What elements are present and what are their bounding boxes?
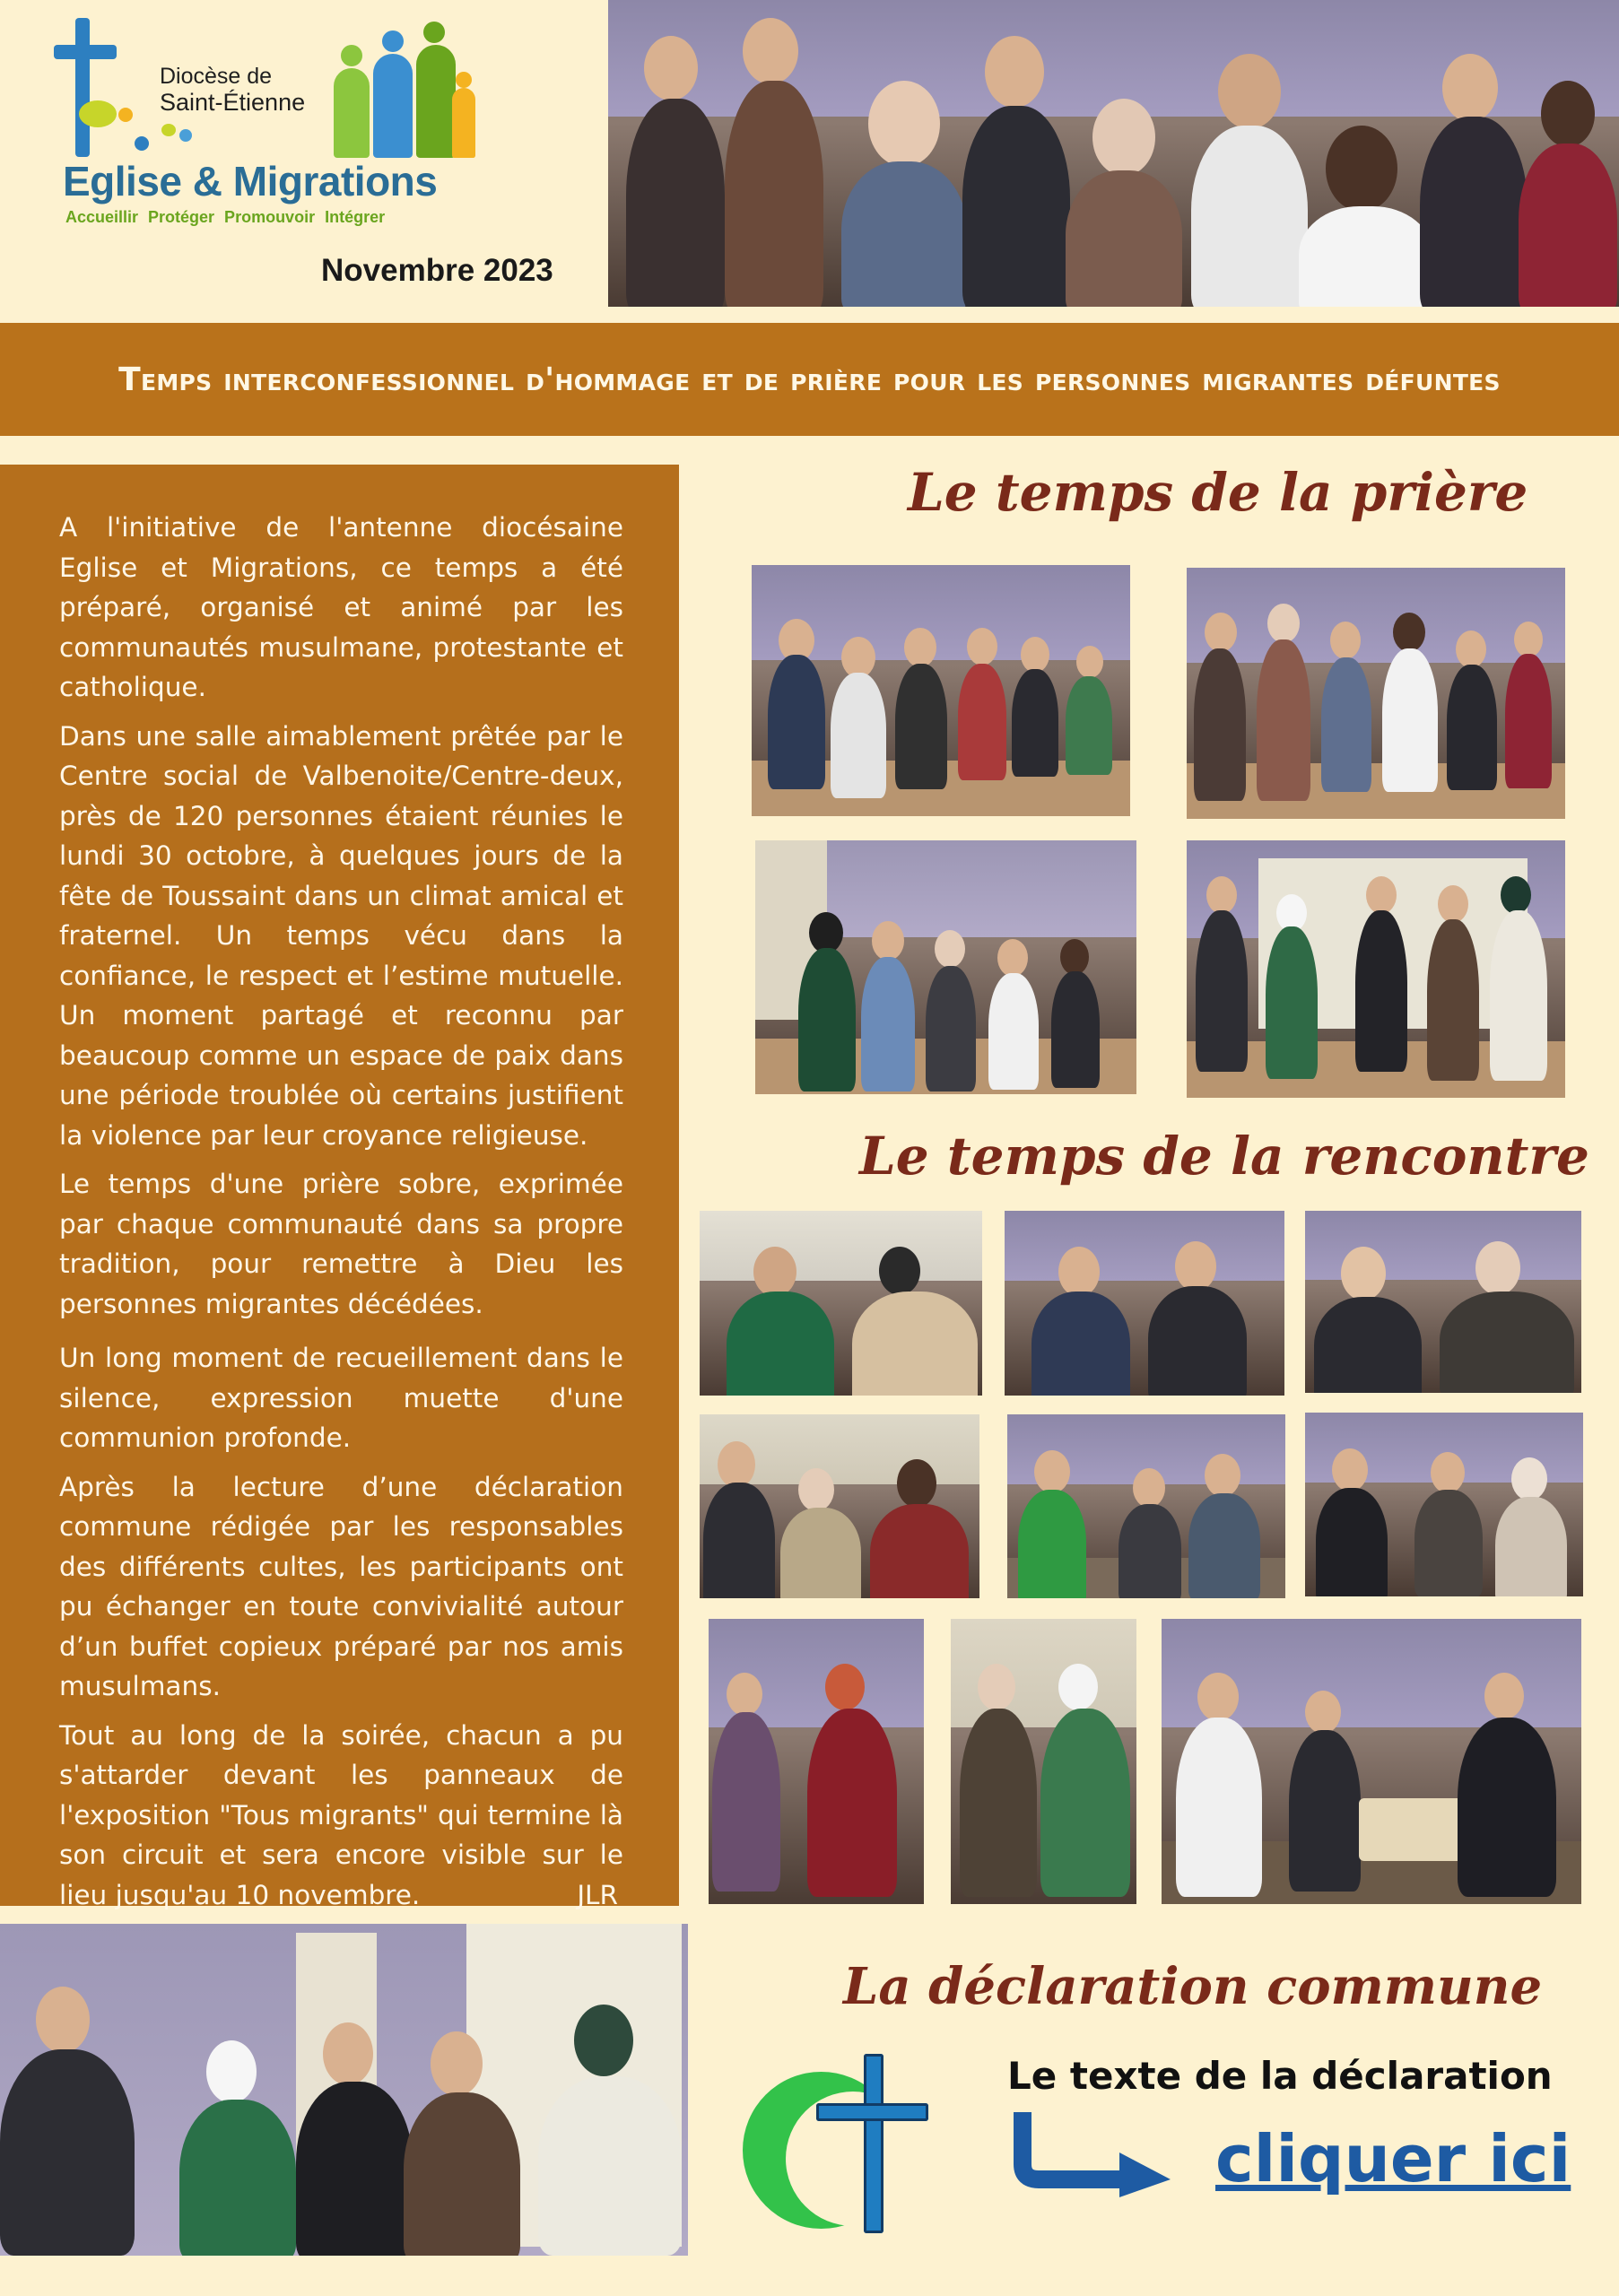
article-paragraph: Un long moment de recueillement dans le silence, expression muette d'une communion profonde.	[59, 1343, 623, 1453]
section-title-rencontre: Le temps de la rencontre	[859, 1126, 1589, 1187]
logo-dot	[161, 124, 176, 136]
logo-title: Eglise & Migrations	[63, 158, 438, 204]
arrow-right-icon	[1014, 2112, 1171, 2197]
article-paragraph: A l'initiative de l'antenne diocésaine Eglise et Migrations, ce temps a été préparé, organisé et animé par les communautés musulmane, protestante et catholique.	[59, 512, 623, 702]
logo-eglise-migrations	[63, 18, 466, 233]
photo-rencontre-1	[700, 1211, 982, 1396]
family-figures-icon	[323, 18, 475, 161]
photo-rencontre-5	[1007, 1414, 1285, 1598]
logo-line2: Saint-Étienne	[160, 89, 306, 116]
photo-rencontre-6	[1305, 1413, 1583, 1596]
logo-dot	[179, 129, 192, 142]
photo-rencontre-9	[1162, 1619, 1581, 1904]
logo-dot	[79, 100, 117, 127]
photo-priere-4	[1187, 840, 1565, 1098]
crescent-cross-icon	[743, 2054, 967, 2229]
title-banner	[0, 323, 1619, 436]
photo-rencontre-7	[709, 1619, 924, 1904]
photo-rencontre-4	[700, 1414, 979, 1598]
photo-speakers	[0, 1924, 688, 2256]
article-paragraph: Après la lecture d’une déclaration commune rédigée par les responsables des différents cultes, les participants ont pu échanger en toute convivialité autour d’un buffet copieux préparé par nos amis musulmans.	[59, 1471, 623, 1701]
article-paragraph	[59, 1716, 623, 1916]
crowd-photo	[608, 0, 1619, 307]
cross-icon	[63, 18, 102, 161]
author-signature: JLR	[577, 1879, 618, 1910]
logo-tagline: Accueillir Protéger Promouvoir Intégrer	[65, 208, 386, 226]
declaration-label: Le texte de la déclaration	[1007, 2054, 1553, 2098]
declaration-link[interactable]: cliquer ici	[1215, 2121, 1571, 2196]
issue-date: Novembre 2023	[321, 253, 553, 288]
section-title-priere: Le temps de la prière	[908, 462, 1528, 523]
photo-rencontre-2	[1005, 1211, 1284, 1396]
section-title-declaration: La déclaration commune	[843, 1957, 1543, 2016]
photo-priere-2	[1187, 568, 1565, 819]
photo-priere-3	[755, 840, 1136, 1094]
article-paragraph: Dans une salle aimablement prêtée par le Centre social de Valbenoite/Centre-deux, près de 120 personnes étaient réunies le lundi 30 octobre, à quelques jours de la fête de Toussaint dans un climat amical et fraternel. Un temps vécu dans la confiance, le respect et l’estime mutuelle. Un moment partagé et reconnu par beaucoup comme un espace de paix dans une période troublée où certains justifient la violence par leur croyance religieuse.	[59, 720, 623, 1151]
article-last-paragraph: Tout au long de la soirée, chacun a pu s'attarder devant les panneaux de l'exposition "Tous migrants" qui termine là son circuit et sera encore visible sur le lieu jusqu'au 10 novembre.	[59, 1719, 623, 1910]
banner-title: Temps interconfessionnel d'hommage et de prière pour les personnes migrantes défuntes	[118, 361, 1501, 398]
logo-dot	[135, 136, 149, 151]
logo-line1: Diocèse de	[160, 64, 273, 89]
article-paragraph: Le temps d'une prière sobre, exprimée par chaque communauté dans sa propre tradition, pour remettre à Dieu les personnes migrantes décédées.	[59, 1169, 623, 1319]
article-text-panel	[0, 465, 679, 1910]
logo-dot	[118, 108, 133, 122]
photo-priere-1	[752, 565, 1130, 816]
photo-rencontre-3	[1305, 1211, 1581, 1393]
photo-rencontre-8	[951, 1619, 1136, 1904]
